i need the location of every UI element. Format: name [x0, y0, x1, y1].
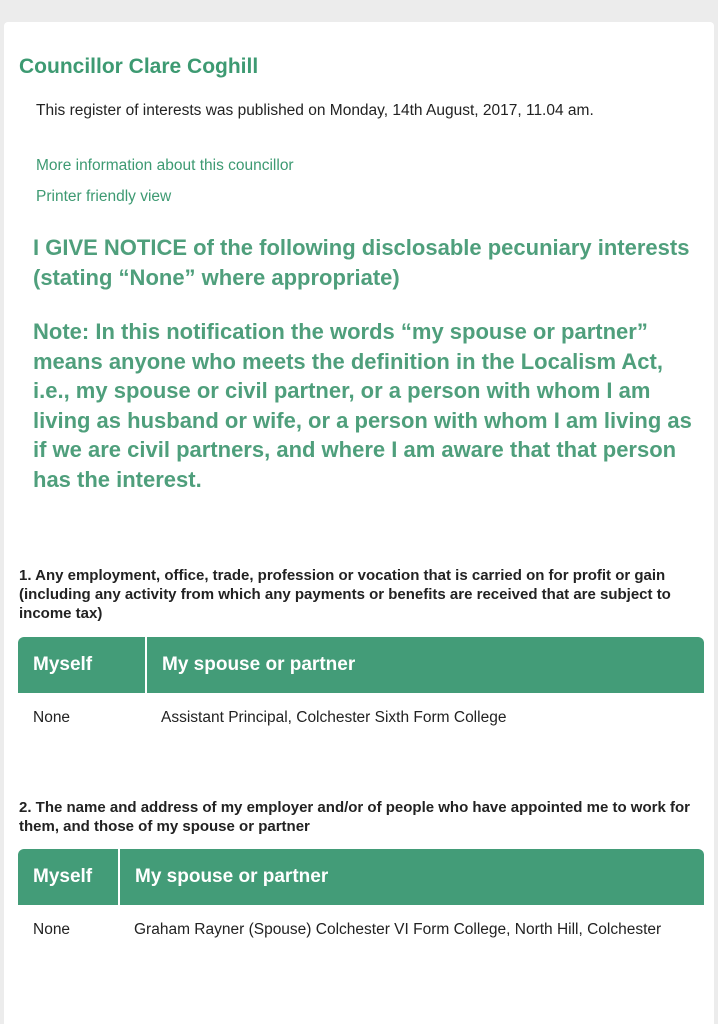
column-myself: Myself	[18, 849, 119, 905]
printer-friendly-link[interactable]: Printer friendly view	[36, 188, 172, 205]
cell-spouse-partner: Assistant Principal, Colchester Sixth Form College	[161, 709, 507, 726]
table-row	[18, 905, 704, 948]
councillor-name: Councillor Clare Coghill	[19, 55, 259, 78]
column-spouse-partner: My spouse or partner	[119, 849, 704, 905]
cell-myself: None	[33, 709, 71, 726]
register-page	[0, 30, 718, 1024]
section-1-table	[18, 637, 704, 736]
cell-spouse-partner: Graham Rayner (Spouse) Colchester VI Form College, North Hill, Colchester	[134, 921, 662, 938]
give-notice-statement	[33, 233, 703, 292]
section-2-table	[18, 849, 704, 948]
cell-myself: None	[33, 921, 71, 938]
column-myself: Myself	[18, 637, 146, 693]
table-header-row	[18, 849, 704, 905]
top-bar-edge	[4, 22, 714, 30]
published-notice: This register of interests was published on Monday, 14th August, 2017, 11.04 am.	[36, 102, 594, 119]
more-info-link[interactable]: More information about this councillor	[36, 157, 294, 174]
top-bar	[0, 0, 718, 30]
column-spouse-partner: My spouse or partner	[146, 637, 704, 693]
table-header-row	[18, 637, 704, 693]
table-row	[18, 693, 704, 736]
section-2-heading: 2. The name and address of my employer and/or of people who have appointed me to work for them, and those of my spouse or partner	[19, 799, 690, 835]
give-notice-text: of the following disclosable pecuniary interests (stating “None” where appropriate)	[33, 235, 690, 290]
spouse-definition-note: Note: In this notification the words “my spouse or partner” means anyone who meets the definition in the Localism Act, i.e., my spouse or civil partner, or a person with whom I am living as husband or wife, or a person with whom I am living as if we are civil partners, and where I am aware that that person has the interest.	[33, 319, 692, 492]
section-1-heading: 1. Any employment, office, trade, profession or vocation that is carried on for profit or gain (including any activity from which any payments or benefits are received that are subject to income tax)	[19, 567, 671, 622]
give-notice-lead: I GIVE NOTICE	[33, 235, 188, 260]
